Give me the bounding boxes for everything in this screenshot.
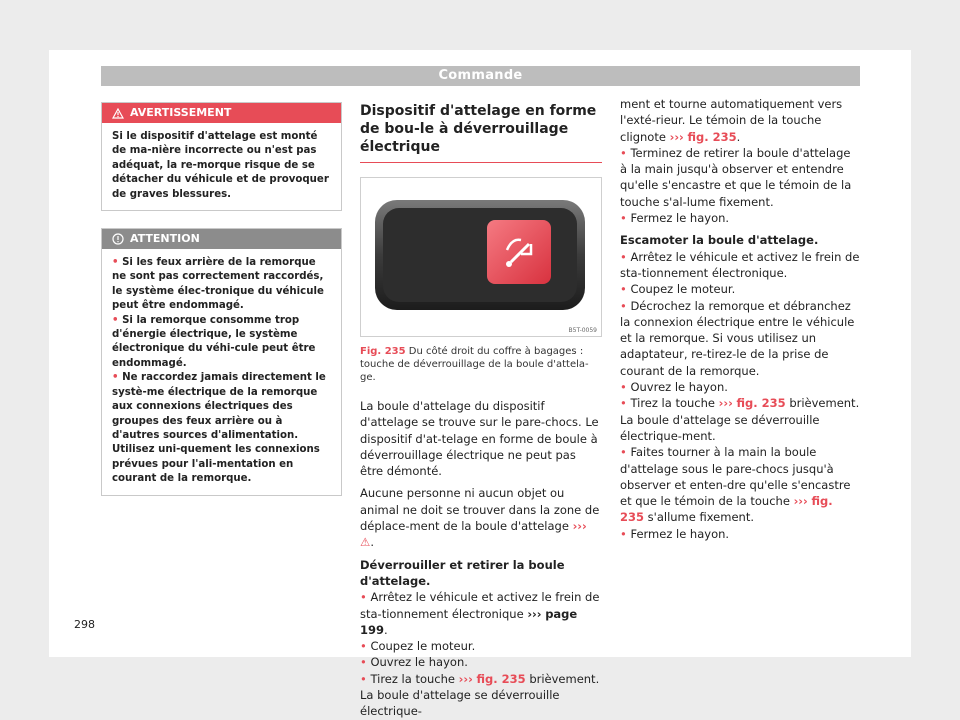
warning-triangle-icon <box>112 108 124 119</box>
attention-label: ATTENTION <box>130 232 200 246</box>
page-number: 298 <box>74 618 95 631</box>
list-item: • Tirez la touche ››› fig. 235 brièvement. La boule d'attelage se déverrouille électrique-ment. <box>620 396 860 443</box>
left-column <box>101 102 342 496</box>
body-text <box>360 398 602 720</box>
list-item: • Terminez de retirer la boule d'attelage à la main jusqu'à observer et entendre qu'elle s'encastre et que le témoin de la touche s'al-lume fixement. <box>620 145 852 209</box>
subheading: Escamoter la boule d'attelage. <box>620 233 819 248</box>
manual-page <box>49 50 911 719</box>
list-item: • Coupez le moteur. <box>620 282 736 297</box>
list-item: • Arrêtez le véhicule et activez le frein de sta-tionnement électronique. <box>620 249 860 280</box>
list-item: • Ouvrez le hayon. <box>360 655 468 670</box>
paragraph: ment et tourne automatiquement vers l'exté-rieur. Le témoin de la touche clignote ››› fig. 235. <box>620 97 843 144</box>
figure-caption <box>360 345 602 384</box>
attention-box <box>101 228 342 496</box>
figure-ref-link[interactable]: fig. 235 <box>687 129 737 144</box>
middle-column <box>360 102 602 720</box>
attention-header <box>102 229 341 249</box>
subheading: Déverrouiller et retirer la boule d'attelage. <box>360 557 565 588</box>
list-item: • Arrêtez le véhicule et activez le frein de sta-tionnement électronique ››› page 199. <box>360 590 600 637</box>
paragraph: La boule d'attelage du dispositif d'attelage se trouve sur le pare-chocs. Le dispositif d'at-telage en forme de boule à déverrouillage électrique ne peut pas être démonté. <box>360 399 599 479</box>
paragraph: Aucune personne ni aucun objet ou animal ne doit se trouver dans la zone de déplace-ment de la boule d'attelage ››› ⚠. <box>360 486 600 550</box>
attention-item: • Si la remorque consomme trop d'énergie électrique, le système électronique du véhi-cule peut être endommagé. <box>112 314 316 369</box>
warning-text: Si le dispositif d'attelage est monté de ma-nière incorrecte ou n'est pas adéquat, la re-morque risque de se détacher du véhicule et de provoquer de graves blessures. <box>112 131 329 200</box>
warning-header <box>102 103 341 123</box>
warning-box <box>101 102 342 211</box>
list-item: • Ouvrez le hayon. <box>620 380 728 395</box>
list-item: • Tirez la touche ››› fig. 235 brièvement. La boule d'attelage se déverrouille électrique- <box>360 671 600 719</box>
figure-ref-link[interactable]: fig. 235 <box>476 671 526 686</box>
list-item: • Coupez le moteur. <box>360 639 476 654</box>
figure-ref-link[interactable]: fig. 235 <box>736 396 786 411</box>
page-ref-link[interactable]: page 199 <box>360 606 578 637</box>
figure-ref-link[interactable]: fig. 235 <box>620 494 833 525</box>
list-item: • Décrochez la remorque et débranchez la connexion électrique entre le véhicule et la remorque. Si vous utilisez un adaptateur, re-tirez-le de la prise de courant de la remorque. <box>620 298 855 378</box>
attention-body <box>102 249 341 495</box>
unlock-button-illustration <box>361 178 601 336</box>
attention-item: • Ne raccordez jamais directement le systè-me électrique de la remorque aux connexions électriques des groupes des feux arrière ou à d'autres sources d'alimentation. Utilisez uni-quement les connexions prévues pour l'ali-mentation en courant de la remorque. <box>112 372 326 485</box>
list-item: • Fermez le hayon. <box>620 526 730 541</box>
figure-235 <box>360 177 602 337</box>
list-item: • Faites tourner à la main la boule d'attelage sous le pare-chocs jusqu'à observer et enten-dre qu'elle s'encastre et que le témoin de la touche ››› fig. 235 s'allume fixement. <box>620 445 851 525</box>
figure-caption-text: Du côté droit du coffre à bagages : touche de déverrouillage de la boule d'attela-ge. <box>360 346 589 383</box>
info-circle-icon <box>112 233 124 245</box>
warning-body <box>102 123 341 210</box>
section-title: Dispositif d'attelage en forme de bou-le à déverrouillage électrique <box>360 102 602 163</box>
figure-number: Fig. 235 <box>360 346 406 357</box>
page-header: Commande <box>101 66 860 86</box>
warning-ref-icon: ⚠ <box>360 535 371 550</box>
body-text-continued <box>620 96 860 542</box>
right-column <box>620 96 860 542</box>
warning-label: AVERTISSEMENT <box>130 106 232 119</box>
attention-item: • Si les feux arrière de la remorque ne sont pas correctement raccordés, le système élec-tronique du véhicule peut être endommagé. <box>112 257 324 312</box>
figure-code: B5T-0059 <box>568 327 597 334</box>
list-item: • Fermez le hayon. <box>620 211 730 226</box>
